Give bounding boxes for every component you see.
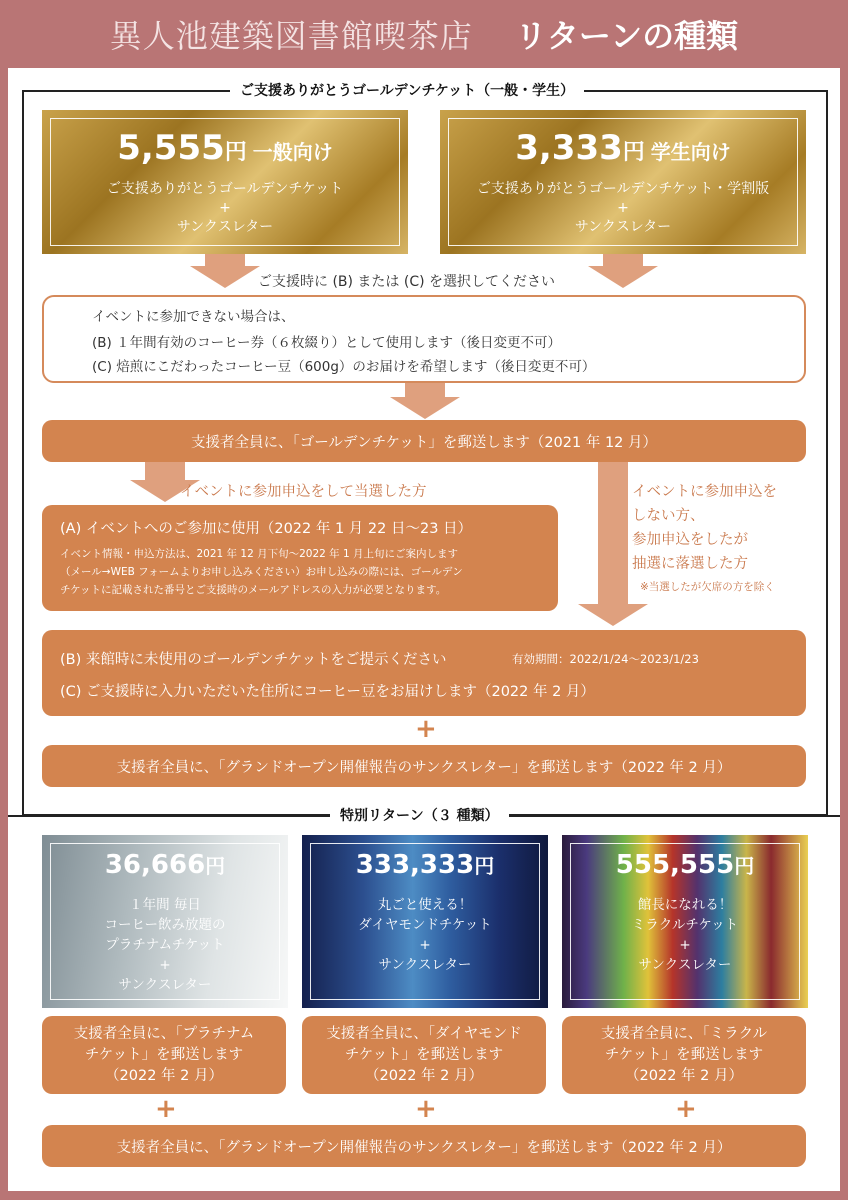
arrow-down-icon [190,266,260,288]
ticket-price: 3,333円 学生向け [515,128,731,168]
grand-letter-box-2: 支援者全員に、「グランドオープン開催報告のサンクスレター」を郵送します（2022 年 2 月） [42,1125,806,1167]
event-details: イベント情報・申込方法は、2021 年 12 月下旬〜2022 年 1 月上旬にご案内します （メール→WEB フォームよりお申し込みください）お申し込みの際には、ゴールデン チケットに記載された番号とご支援時のメールアドレスの入力が必要となります。 [60,548,463,596]
arrow-down-icon [390,397,460,419]
section1-title: ご支援ありがとうゴールデンチケット（一般・学生） [230,80,584,100]
validity-period: 有効期間：2022/1/24〜2023/1/23 [512,652,699,666]
section2-title: 特別リターン（３ 種類） [330,805,509,825]
option-b: (B) １年間有効のコーヒー券（６枚綴り）として使用します（後日変更不可） [92,335,562,351]
plus-icon: + [675,1094,697,1124]
ticket-student [440,110,806,254]
mail-miracle: 支援者全員に、「ミラクル チケット」を郵送します （2022 年 2 月） [562,1016,806,1094]
ticket-desc: １年間 毎日 コーヒー飲み放題の プラチナムチケット + サンクスレター [104,897,226,993]
event-title: (A) イベントへのご参加に使用（2022 年 1 月 22 日〜23 日） [60,521,473,537]
arrow-stem [145,462,185,480]
arrow-stem [205,254,245,266]
option-c-text: (C) ご支援時に入力いただいた住所にコーヒー豆をお届けします（2022 年 2 月） [60,684,595,700]
arrow-stem [405,383,445,397]
ticket-desc: 館長になれる！ ミラクルチケット + サンクスレター [631,897,739,973]
option-b-text: (B) 来館時に未使用のゴールデンチケットをご提示ください [60,652,447,668]
arrow-stem [598,462,628,604]
won-label: イベントに参加申込をして当選した方 [180,484,427,500]
miracle-ticket [562,835,808,1008]
platinum-ticket [42,835,288,1008]
mail-platinum: 支援者全員に、「プラチナム チケット」を郵送します （2022 年 2 月） [42,1016,286,1094]
plus-icon: + [415,1094,437,1124]
page-header [0,0,848,68]
ticket-price: 555,555円 [615,850,755,880]
mail-golden-ticket: 支援者全員に、「ゴールデンチケット」を郵送します（2021 年 12 月） [42,420,806,462]
page-title: リターンの種類 [514,17,739,55]
ticket-price: 5,555円 一般向け [117,128,333,168]
options-intro: イベントに参加できない場合は、 [92,309,295,325]
not-applied-text: イベントに参加申込を しない方、 参加申込をしたが 抽選に落選した方 [632,484,777,572]
diamond-ticket [302,835,548,1008]
shop-name: 異人池建築図書館喫茶店 [109,17,473,55]
grand-letter-box: 支援者全員に、「グランドオープン開催報告のサンクスレター」を郵送します（2022 年 2 月） [42,745,806,787]
ticket-desc: ご支援ありがとうゴールデンチケット・学割版 + サンクスレター [476,181,770,235]
arrow-stem [603,254,643,266]
bc-box [42,630,806,716]
event-box [42,505,558,611]
choose-note: ご支援時に (B) または (C) を選択してください [258,274,556,290]
ticket-general [42,110,408,254]
plus-icon: + [155,1094,177,1124]
side-note: ※当選したが欠席の方を除く [640,581,775,593]
ticket-price: 36,666円 [104,850,226,880]
options-box [42,295,806,383]
ticket-desc: 丸ごと使える！ ダイヤモンドチケット + サンクスレター [358,897,492,973]
ticket-desc: ご支援ありがとうゴールデンチケット + サンクスレター [106,181,344,235]
mail-diamond: 支援者全員に、「ダイヤモンド チケット」を郵送します （2022 年 2 月） [302,1016,546,1094]
arrow-down-icon [578,604,648,626]
arrow-down-icon [588,266,658,288]
ticket-price: 333,333円 [355,850,495,880]
plus-icon: + [415,714,437,744]
option-c: (C) 焙煎にこだわったコーヒー豆（600g）のお届けを希望します（後日変更不可） [92,359,596,375]
